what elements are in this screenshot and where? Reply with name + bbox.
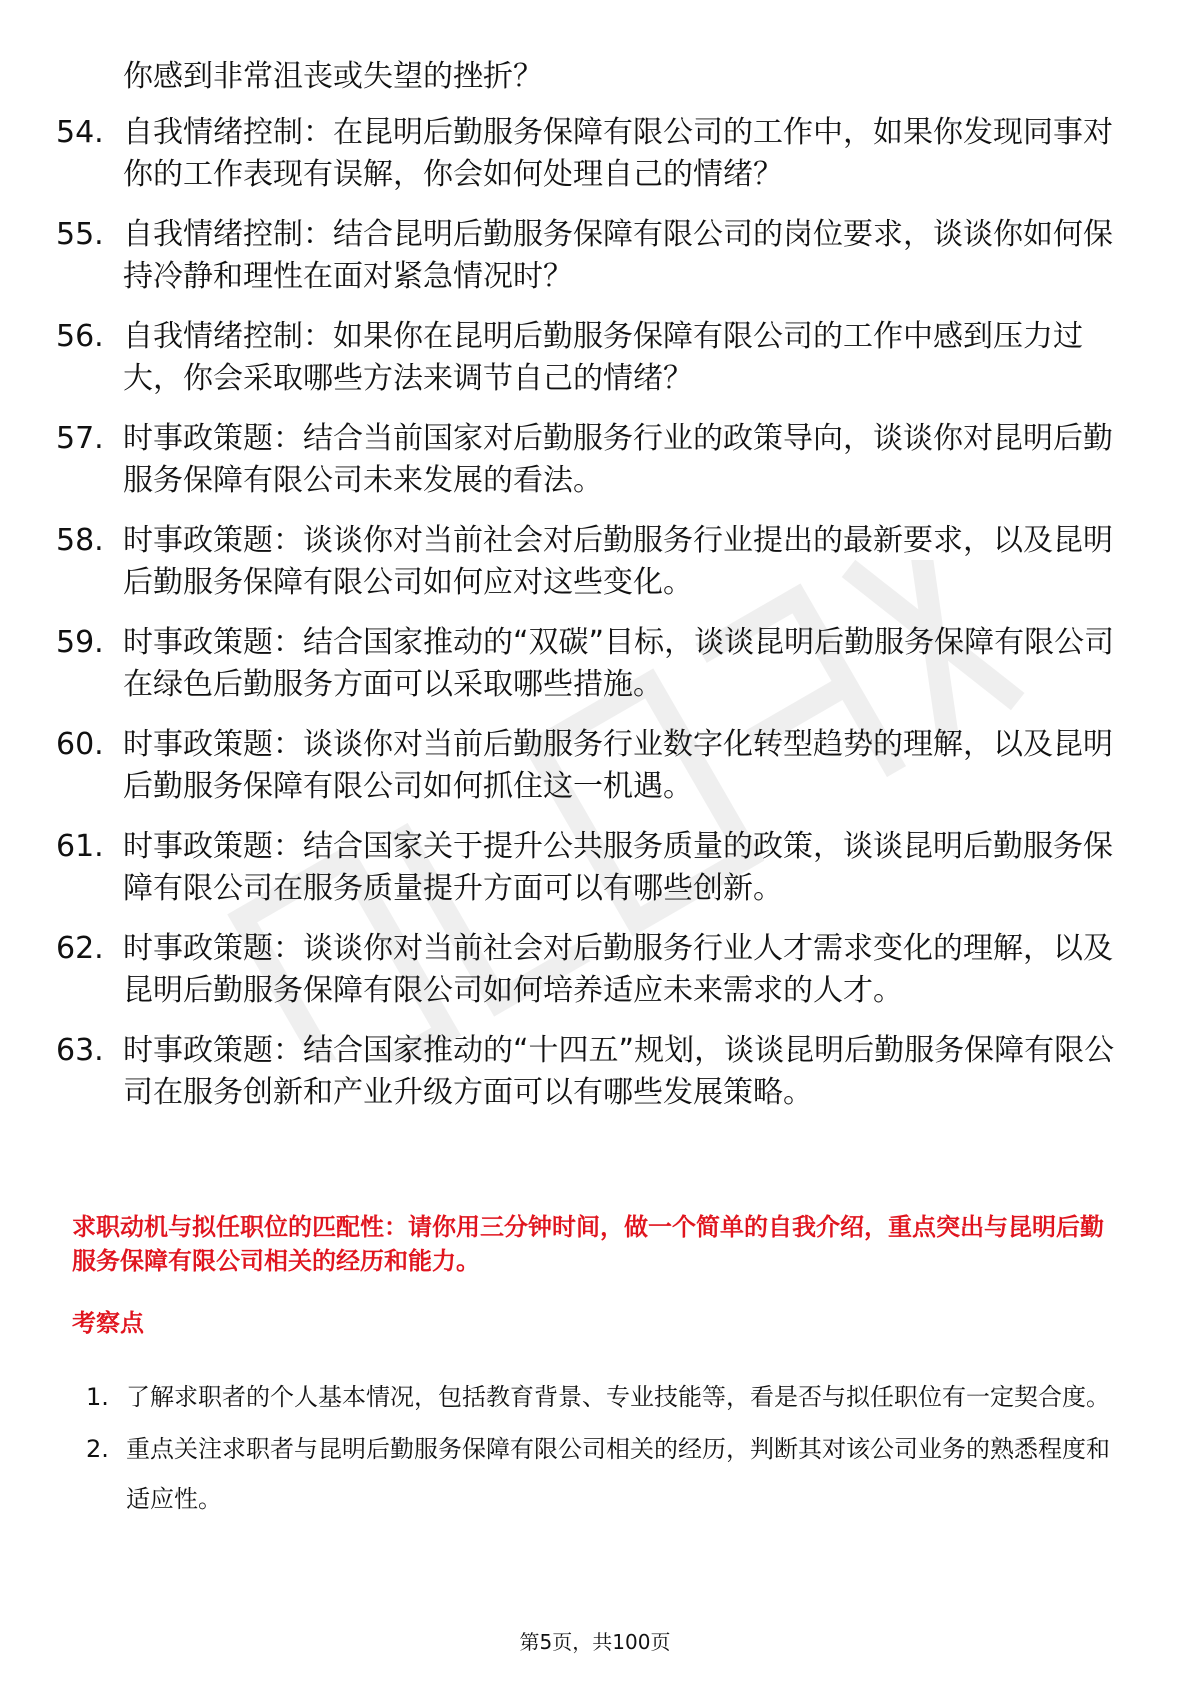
point-text: 了解求职者的个人基本情况，包括教育背景、专业技能等，看是否与拟任职位有一定契合度。 [126,1383,1110,1411]
question-number: 62. [56,931,104,966]
question-item [56,112,1116,196]
question-text: 时事政策题：谈谈你对当前社会对后勤服务行业人才需求变化的理解，以及昆明后勤服务保障有限公司如何培养适应未来需求的人才。 [123,931,1113,1008]
section-title: 考察点 [72,1309,144,1337]
question-item [56,316,1116,400]
question-text: 自我情绪控制：如果你在昆明后勤服务保障有限公司的工作中感到压力过大，你会采取哪些方法来调节自己的情绪？ [123,319,1083,396]
question-item [56,520,1116,604]
question-number: 60. [56,727,104,762]
point-text: 重点关注求职者与昆明后勤服务保障有限公司相关的经历，判断其对该公司业务的熟悉程度和适应性。 [126,1435,1110,1513]
question-text: 时事政策题：谈谈你对当前社会对后勤服务行业提出的最新要求，以及昆明后勤服务保障有限公司如何应对这些变化。 [123,523,1113,600]
question-number: 58. [56,523,104,558]
question-text: 时事政策题：结合国家推动的“十四五”规划，谈谈昆明后勤服务保障有限公司在服务创新和产业升级方面可以有哪些发展策略。 [123,1033,1115,1110]
continuation-text: 你感到非常沮丧或失望的挫折？ [123,59,543,94]
question-text: 时事政策题：谈谈你对当前后勤服务行业数字化转型趋势的理解，以及昆明后勤服务保障有限公司如何抓住这一机遇。 [123,727,1113,804]
question-text: 时事政策题：结合当前国家对后勤服务行业的政策导向，谈谈你对昆明后勤服务保障有限公司未来发展的看法。 [123,421,1113,498]
question-item [56,1030,1116,1114]
question-number: 55. [56,217,104,252]
question-number: 59. [56,625,104,660]
question-text: 时事政策题：结合国家推动的“双碳”目标，谈谈昆明后勤服务保障有限公司在绿色后勤服务方面可以采取哪些措施。 [123,625,1115,702]
point-number: 1. [86,1383,109,1411]
question-item [56,418,1116,502]
question-number: 54. [56,115,104,150]
page-footer: 第5页，共100页 [519,1630,671,1654]
question-item [56,928,1116,1012]
evaluation-point [86,1372,1122,1422]
question-item [56,214,1116,298]
question-list [56,112,1116,1132]
question-number: 57. [56,421,104,456]
question-text: 自我情绪控制：结合昆明后勤服务保障有限公司的岗位要求，谈谈你如何保持冷静和理性在面对紧急情况时？ [123,217,1113,294]
question-item [56,622,1116,706]
evaluation-points [86,1372,1122,1526]
question-item [56,724,1116,808]
highlight-question: 求职动机与拟任职位的匹配性：请你用三分钟时间，做一个简单的自我介绍，重点突出与昆明后勤服务保障有限公司相关的经历和能力。 [72,1213,1104,1275]
question-number: 61. [56,829,104,864]
question-item [56,826,1116,910]
question-text: 时事政策题：结合国家关于提升公共服务质量的政策，谈谈昆明后勤服务保障有限公司在服务质量提升方面可以有哪些创新。 [123,829,1113,906]
question-number: 63. [56,1033,104,1068]
question-text: 自我情绪控制：在昆明后勤服务保障有限公司的工作中，如果你发现同事对你的工作表现有误解，你会如何处理自己的情绪？ [123,115,1113,192]
question-number: 56. [56,319,104,354]
point-number: 2. [86,1435,109,1463]
evaluation-point [86,1424,1122,1524]
